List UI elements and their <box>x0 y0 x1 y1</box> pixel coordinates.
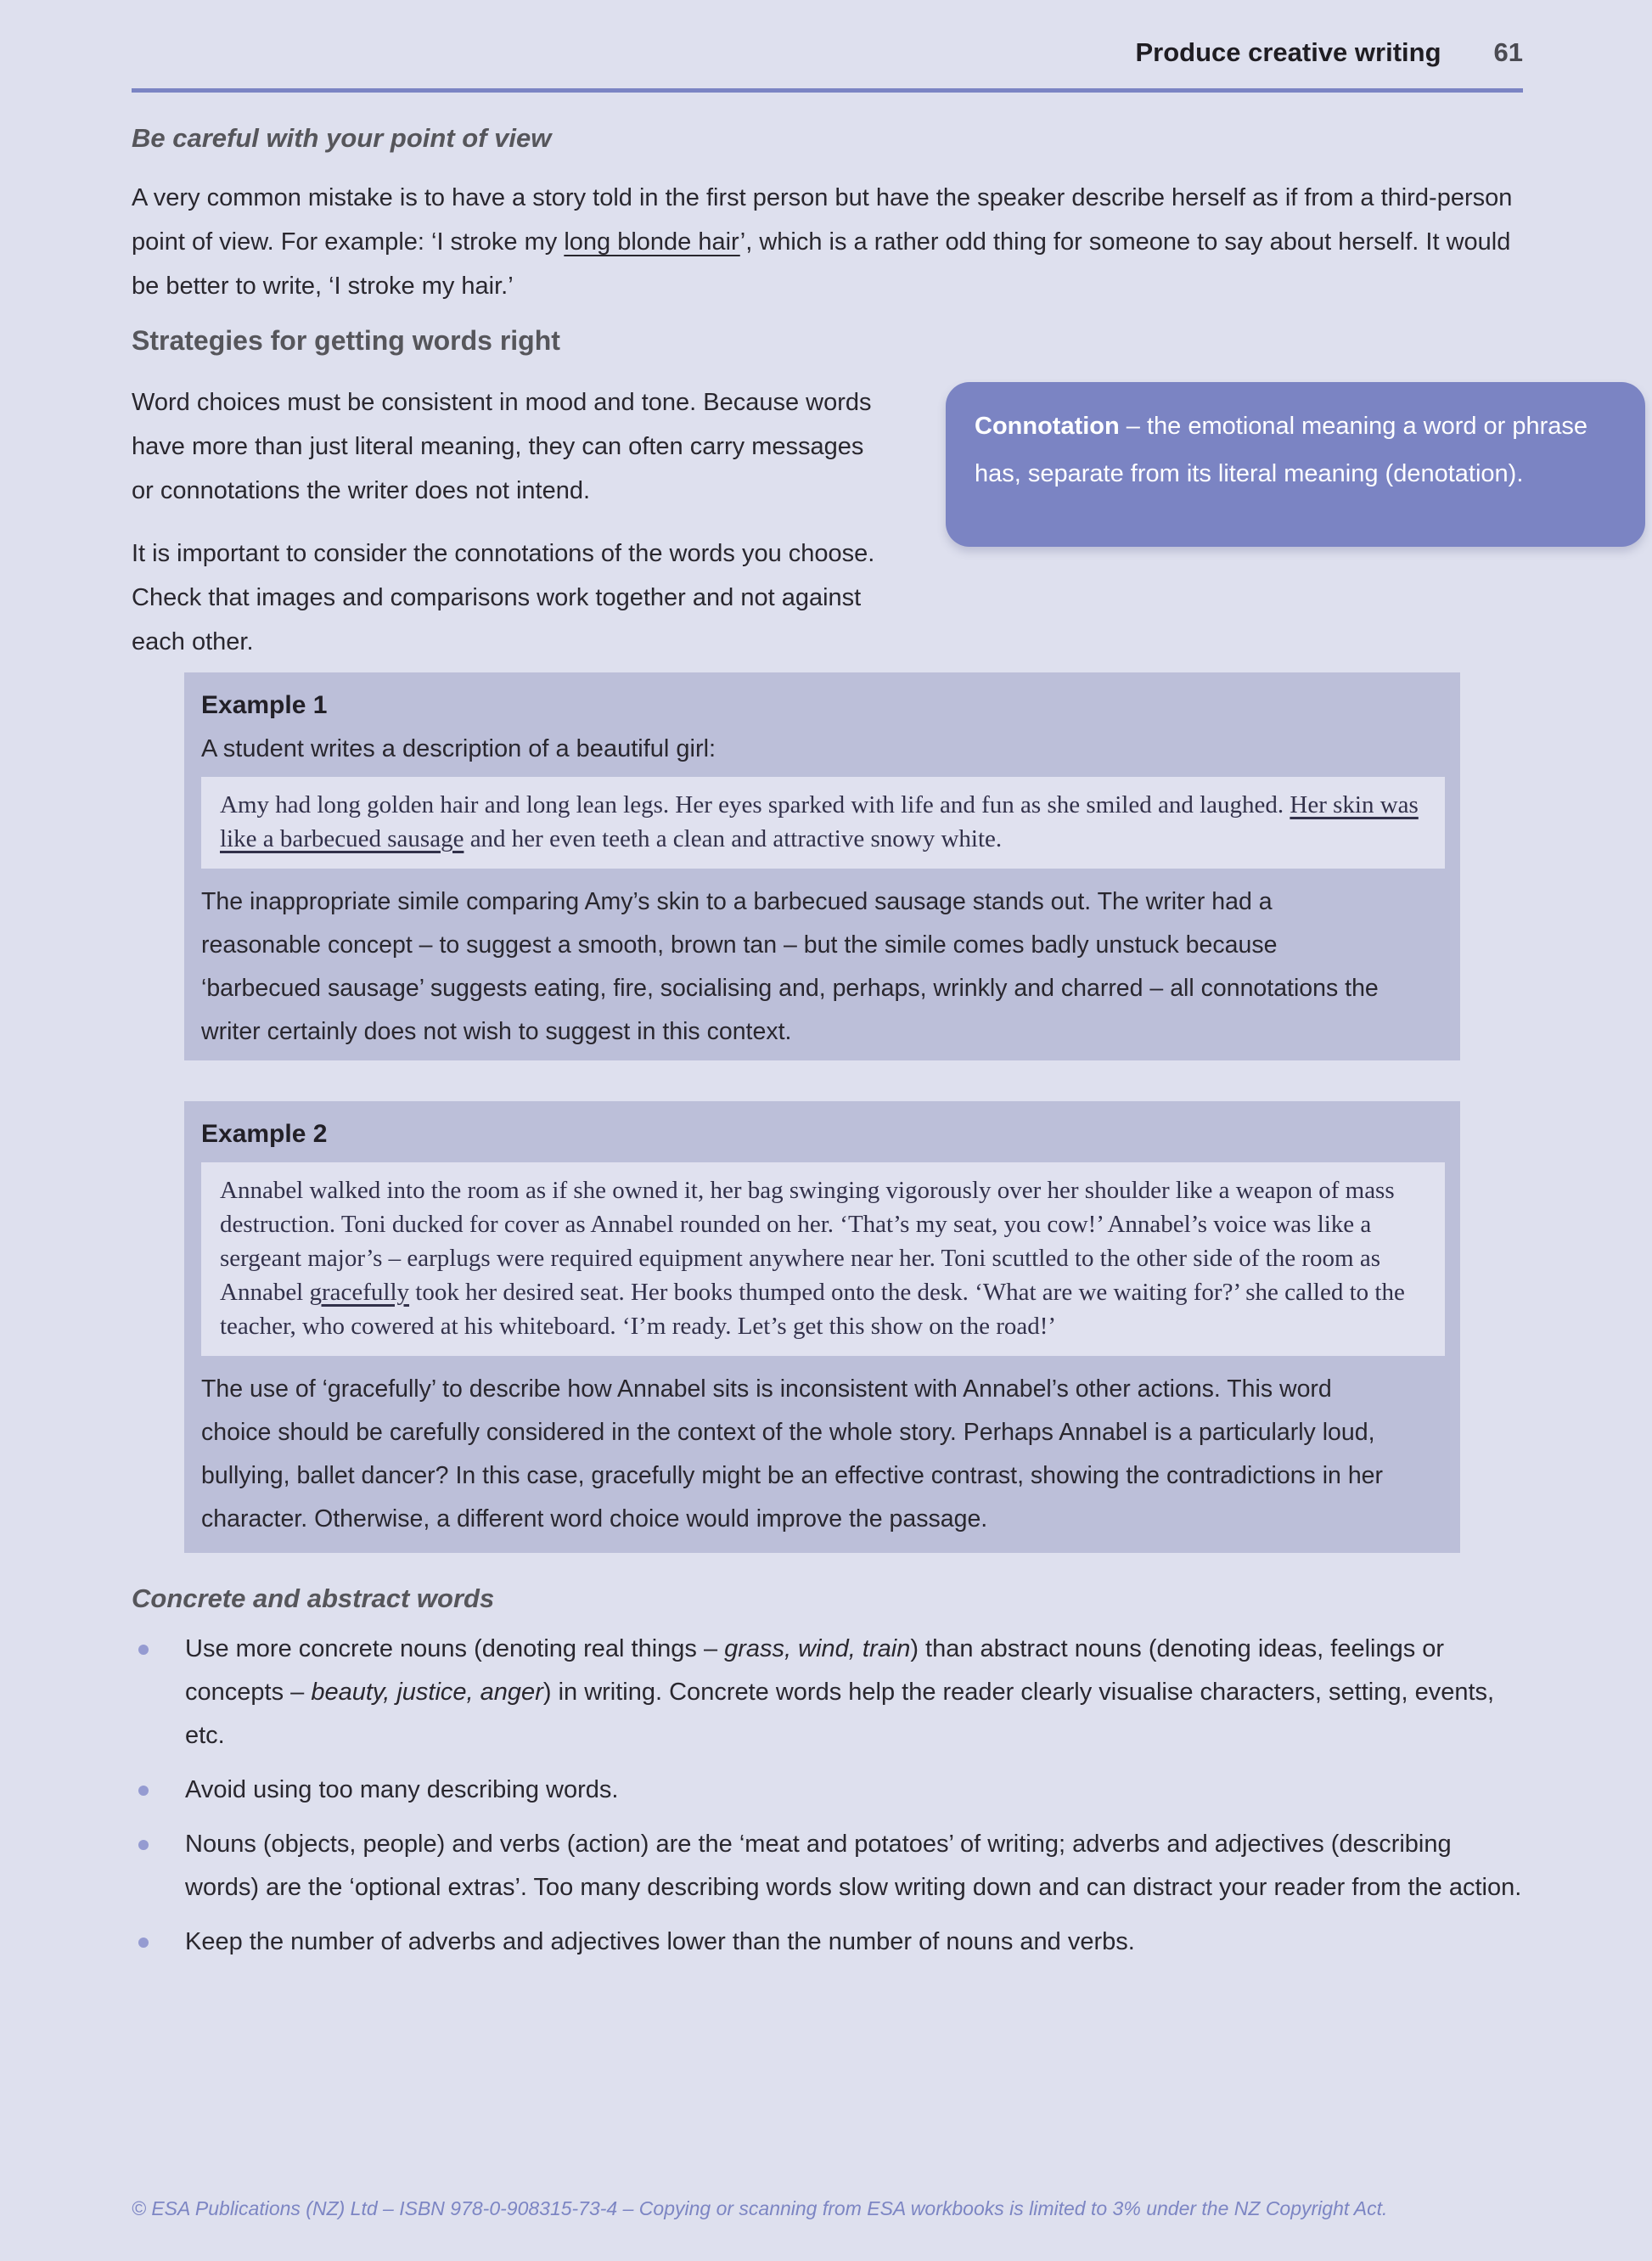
list-item: Keep the number of adverbs and adjectives lower than the number of nouns and verbs. <box>132 1921 1523 1964</box>
bullet-1-text-a: Use more concrete nouns (denoting real things – <box>185 1635 725 1662</box>
page-header <box>132 0 1523 68</box>
header-rule <box>132 88 1523 93</box>
quote-1-end: and her even teeth a clean and attractive snowy white. <box>464 825 1003 852</box>
quote-1-underlined-simile: Her skin was like a barbecued sausage <box>220 791 1419 852</box>
heading-point-of-view: Be careful with your point of view <box>132 123 552 153</box>
pov-text-end: ’, which is a rather odd thing for someone to say about herself. It would be better to write, ‘I stroke my hair.’ <box>132 228 1511 300</box>
quote-1-start: Amy had long golden hair and long lean legs. Her eyes sparked with life and fun as she smiled and laughed. <box>220 791 1290 818</box>
quote-2-start: Annabel walked into the room as if she owned it, her bag swinging vigorously over her shoulder like a weapon of mass destruction. Toni ducked for cover as Annabel rounded on her. ‘That’s my seat, you cow!’ Annabel’s voice was like a sergeant major’s – earplugs were required equipment anywhere near her. Toni scuttled to the other side of the room as Annabel <box>220 1177 1395 1306</box>
example-1-label: Example 1 <box>201 691 328 719</box>
bullet-1-text-b: ) than abstract nouns (denoting ideas, feelings or concepts – <box>185 1635 1445 1706</box>
list-item <box>132 1628 1523 1758</box>
concrete-abstract-list <box>132 1628 1523 1964</box>
heading-concrete-abstract: Concrete and abstract words <box>132 1583 495 1613</box>
example-1-student-quote <box>201 777 1445 869</box>
bullet-1-text-c: ) in writing. Concrete words help the reader clearly visualise characters, setting, events, etc. <box>185 1679 1495 1749</box>
chapter-title: Produce creative writing <box>1135 37 1441 67</box>
list-item: Avoid using too many describing words. <box>132 1769 1523 1812</box>
bullet-1-italic-examples-2: beauty, justice, anger <box>311 1679 543 1706</box>
pov-paragraph <box>132 176 1523 308</box>
pov-text-start: A very common mistake is to have a story told in the first person but have the speaker describe herself as if from a third-person point of view. For example: ‘I stroke my <box>132 184 1513 256</box>
page-number: 61 <box>1493 37 1523 67</box>
pov-underlined-phrase: long blonde hair <box>564 228 740 256</box>
example-2-label: Example 2 <box>201 1120 328 1148</box>
copyright-footer: © ESA Publications (NZ) Ltd – ISBN 978-0-908315-73-4 – Copying or scanning from ESA workbooks is limited to 3% under the NZ Copyright Act. <box>132 2197 1388 2219</box>
example-1-intro: A student writes a description of a beautiful girl: <box>201 735 716 762</box>
example-1-box <box>184 672 1460 1060</box>
quote-2-end: took her desired seat. Her books thumped onto the desk. ‘What are we waiting for?’ she called to the teacher, who cowered at his whiteboard. ‘I’m ready. Let’s get this show on the road!’ <box>220 1279 1405 1340</box>
strategies-paragraph-1: Word choices must be consistent in mood and tone. Because words have more than just literal meaning, they can often carry messages or connotations the writer does not intend. <box>132 389 872 504</box>
example-2-student-quote <box>201 1162 1445 1356</box>
strategies-paragraph-2: It is important to consider the connotations of the words you choose. Check that images and comparisons work together and not against each other. <box>132 540 875 655</box>
example-1-commentary: The inappropriate simile comparing Amy’s skin to a barbecued sausage stands out. The writer had a reasonable concept – to suggest a smooth, brown tan – but the simile comes badly unstuck because ‘barbecued sausage’ suggests eating, fire, socialising and, perhaps, wrinkly and charred – all connotations the writer certainly does not wish to suggest in this context. <box>201 888 1379 1045</box>
connotation-term: Connotation <box>975 413 1120 440</box>
bullet-1-italic-examples-1: grass, wind, train <box>724 1635 911 1662</box>
heading-strategies: Strategies for getting words right <box>132 325 560 356</box>
strategies-row <box>132 368 1588 664</box>
quote-2-underlined-word: gracefully <box>309 1279 410 1306</box>
connotation-definition <box>975 402 1616 498</box>
connotation-definition-text: – the emotional meaning a word or phrase has, separate from its literal meaning (denotation). <box>975 413 1588 487</box>
example-2-box <box>184 1101 1460 1553</box>
connotation-callout-box <box>946 382 1645 547</box>
example-2-commentary: The use of ‘gracefully’ to describe how Annabel sits is inconsistent with Annabel’s other actions. This word choice should be carefully considered in the context of the whole story. Perhaps Annabel is a particularly loud, bullying, ballet dancer? In this case, gracefully might be an effective contrast, showing the contradictions in her character. Otherwise, a different word choice would improve the passage. <box>201 1375 1384 1533</box>
list-item: Nouns (objects, people) and verbs (action) are the ‘meat and potatoes’ of writing; adverbs and adjectives (describing words) are the ‘optional extras’. Too many describing words slow writing down and can distract your reader from the action. <box>132 1823 1523 1909</box>
strategies-text-column <box>132 368 889 664</box>
